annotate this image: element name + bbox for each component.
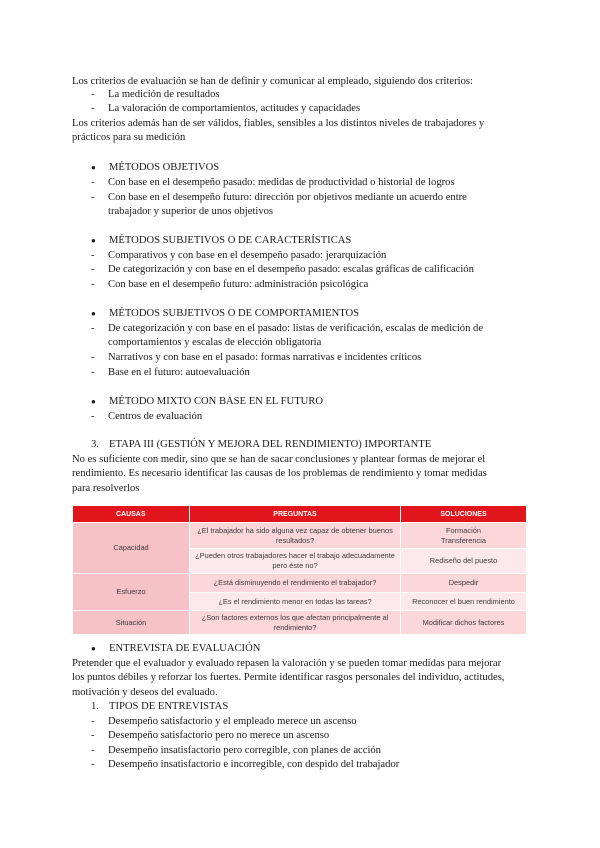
paragraph-line: Pretender que el evaluador y evaluado repasen la valoración y se pueden tomar medidas para mejorar [72,658,502,669]
header-causas: CAUSAS [73,506,190,523]
table-header-row [73,506,527,523]
cause-cell: Capacidad [73,523,190,574]
paragraph-line: No es suficiente con medir, sino que se han de sacar conclusiones y plantear formas de mejorar el [72,454,486,465]
paragraph-line: rendimiento. Es necesario identificar las causas de los problemas de rendimiento y tomar medidas [72,468,487,479]
bullet-icon: ● [91,236,96,245]
bullet-icon: ● [91,644,96,653]
causes-table [72,506,527,635]
question-cell: ¿Está disminuyendo el rendimiento el trabajador? [190,574,401,593]
question-cell: ¿El trabajador ha sido alguna vez capaz de obtener buenos resultados? [190,523,401,549]
solution-cell: Rediseño del puesto [401,549,527,574]
document-page: Los criterios de evaluación se han de definir y comunicar al empleado, siguiendo dos criterios: - La medición de resultados - La valoración de comportamientos, actitudes y capacidades Los criterios además han de ser válidos, fiables, sensibles a los distintos niveles de trabajadores y prácticos para su medición ● MÉTODOS OBJETIVOS - Con base en el desempeño pasado: medidas de productividad o historial de logros - Con base en el desempeño futuro: dirección por objetivos mediante un acuerdo entre trabajador y superior de unos objetivos ● MÉTODOS SUBJETIVOS O DE CARACTERÍSTICAS - Comparativos y con base en el desempeño pasado: jerarquización - De categorización y con base en el desempeño pasado: escalas gráficas de calificación - Con base en el desempeño futuro: administración psicológica ● MÉTODOS SUBJETIVOS O DE COMPORTAMIENTOS - De categorización y con base en el pasado: listas de verificación, escalas de medición de comportamientos y escalas de elección obligatoria - Narrativos y con base en el pasado: formas narrativas e incidentes críticos - Base en el futuro: autoevaluación ● MÉTODO MIXTO CON BASE EN EL FUTURO - Centros de evaluación 3. ETAPA III (GESTIÓN Y MEJORA DEL RENDIMIENTO) IMPORTANTE No es suficiente con medir, sino que se han de sacar conclusiones y plantear formas de mejorar el rendimiento. Es necesario identificar las causas de los problemas de rendimiento y tomar medidas para resolverlos CAUSAS PREGUNTAS SOLUCIONES Capacidad ¿El trabajador ha sido alguna vez capaz de obtener buenos resultados? Formación Transferencia ¿Pueden otros trabajadores hacer el trabajo adecuadamente pero éste no? Rediseño del puesto Esfuerzo ¿Está disminuyendo el rendimiento el trabajador? Despedir ¿Es el rendimiento menor en todas las tareas? Reconocer el buen rendimiento Situación ¿Son factores externos los que afectan principalmente al rendimiento? Modificar dichos factores ● ENTREVISTA DE EVALUACIÓN Pretender que el evaluador y evaluado repasen la valoración y se pueden tomar medidas para mejorar los puntos débiles y reforzar los fuertes. Permite identificar rasgos personales del individuo, actitudes, motivación y deseos del evaluado. 1. TIPOS DE ENTREVISTAS - Desempeño satisfactorio y el empleado merece un ascenso - Desempeño satisfactorio pero no merece un ascenso - Desempeño insatisfactorio pero corregible, con planes de acción - Desempeño insatisfactorio e incorregible, con despido del trabajador [0,0,600,848]
solution-cell: Reconocer el buen rendimiento [401,593,527,611]
question-cell: ¿Son factores externos los que afectan principalmente al rendimiento? [190,611,401,635]
question-cell: ¿Es el rendimiento menor en todas las tareas? [190,593,401,611]
paragraph-line: para resolverlos [72,483,140,494]
solution-cell: Formación Transferencia [401,523,527,549]
header-preguntas: PREGUNTAS [190,506,401,523]
intro-line: Los criterios de evaluación se han de definir y comunicar al empleado, siguiendo dos criterios: [72,76,473,87]
bullet-icon: ● [91,309,96,318]
solution-cell: Modificar dichos factores [401,611,527,635]
header-soluciones: SOLUCIONES [401,506,527,523]
paragraph-line: los puntos débiles y reforzar los fuertes. Permite identificar rasgos personales del individuo, actitudes, [72,672,505,683]
cause-cell: Esfuerzo [73,574,190,611]
intro-line: prácticos para su medición [72,132,186,143]
bullet-icon: ● [91,163,96,172]
table-row [73,611,527,635]
list-item-continued: trabajador y superior de unos objetivos [108,206,274,217]
table-row [73,574,527,593]
paragraph-line: motivación y deseos del evaluado. [72,687,218,698]
question-cell: ¿Pueden otros trabajadores hacer el trabajo adecuadamente pero éste no? [190,549,401,574]
solution-cell: Despedir [401,574,527,593]
table-row [73,523,527,549]
cause-cell: Situación [73,611,190,635]
list-item-continued: comportamientos y escalas de elección obligatoria [108,337,322,348]
bullet-icon: ● [91,397,96,406]
intro-line: Los criterios además han de ser válidos, fiables, sensibles a los distintos niveles de trabajadores y [72,118,485,129]
